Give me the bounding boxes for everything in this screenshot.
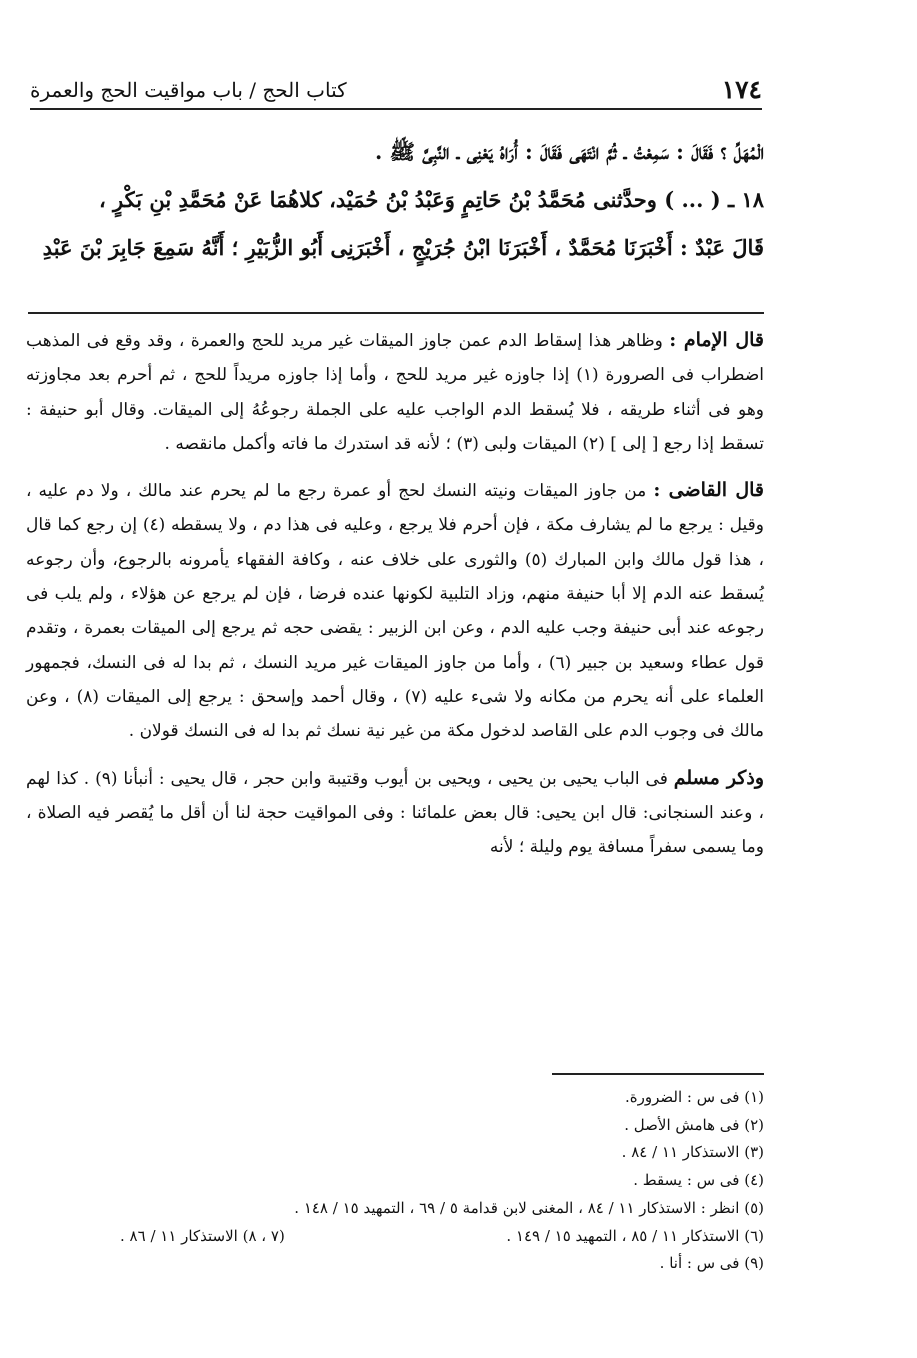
paragraph-lead: قال القاضى : (653, 479, 765, 502)
footnote: (٧ ، ٨) الاستذكار ١١ / ٨٦ . (120, 1226, 285, 1245)
footnote: (٩) فى س : أنا . (659, 1254, 764, 1273)
commentary-paragraph (26, 473, 764, 748)
footnote-row (120, 1223, 764, 1251)
footnote: (٤) فى س : يسقط . (633, 1171, 764, 1190)
footnote: (١) فى س : الضرورة. (624, 1088, 764, 1106)
section-divider (28, 312, 764, 314)
paragraph-text: من جاوز الميقات ونيته النسك لحج أو عمرة رجع ما لم يحرم عند مالك ، ولا دم عليه ، وقيل : يرجع ما لم يشارف مكة ، فإن أحرم فلا يرجع ، وعليه فى هذا دم ، ولا يسقطه (٤) إن رجع كما قال ، هذا قول مالك وابن المبارك (٥) والثورى على خلاف عنه ، وكافة الفقهاء يأمرونه بالرجوع، وأن رجوعه يُسقط عنه الدم إلا أبا حنيفة منهم، وزاد التلبية لكونها عنده فرضا ، فإن لم يرجع عن هؤلاء ، ولم يلب فى رجوعه عند أبى حنيفة وجب عليه الدم ، وعن ابن الزبير : يقضى حجه ثم يرجع إلى الميقات بعمرة ، وتقدم قول عطاء وسعيد بن جبير (٦) ، وأما من جاوز الميقات غير مريد النسك ، ثم بدا له فى النسك، فجمهور العلماء على أنه يحرم من مكانه ولا شىء عليه (٧) ، وقال أحمد وإسحق : يرجع إلى الميقات (٨) ، وعن مالك فى وجوب الدم على القاصد لدخول مكة من غير نية نسك ثم بدا له فى النسك قولان . (26, 481, 764, 742)
page-number: ١٧٤ (721, 75, 762, 104)
hadith-line: قَالَ عَبْدٌ : أَخْبَرَنَا مُحَمَّدٌ ، أَخْبَرَنَا ابْنُ جُرَيْجٍ ، أَخْبَرَنِى أَبُو الزُّبَيْرِ ؛ أَنَّهُ سَمِعَ جَابِرَ بْنَ عَبْدِ (42, 235, 764, 260)
paragraph-text: وظاهر هذا إسقاط الدم عمن جاوز الميقات غير مريد للحج والعمرة ، وقد وقع فى المذهب اضطراب فى الصرورة (١) إذا جاوزه غير مريد للحج ، وأما إذا جاوزه مريداً للحج ، ثم أحرم بعد مجاوزته وهو فى أثناء طريقه ، فلا يُسقط الدم الواجب عليه على الجملة رجوعُهُ إلى الميقات. وقال أبو حنيفة : تسقط إذا رجع [ إلى ] (٢) الميقات ولبى (٣) ؛ لأنه قد استدرك ما فاته وأكمل مانقصه . (26, 331, 764, 454)
footnote: (٣) الاستذكار ١١ / ٨٤ . (621, 1143, 764, 1162)
commentary-paragraph (26, 761, 764, 865)
paragraph-lead: وذكر مسلم (673, 766, 764, 789)
commentary-paragraph (26, 323, 764, 461)
paragraph-text: فى الباب يحيى بن يحيى ، ويحيى بن أيوب وقتيبة وابن حجر ، قال يحيى : أنبأنا (٩) . كذا لهم ، وعند السنجانى: قال ابن يحيى: قال بعض علمائنا : وفى المواقيت حجة لنا أن أقل ما يُقصر فيه الصلاة ، وما يسمى سفراً مسافة يوم وليلة ؛ لأنه (26, 768, 764, 858)
page-header (30, 62, 762, 110)
running-title: كتاب الحج / باب مواقيت الحج والعمرة (30, 78, 347, 102)
hadith-line: الْمُهَلِّ ؟ فَقَالَ : سَمِعْتُ ـ ثُمَّ انْتَهَى فَقَالَ : أُرَاهُ يَعْنِى ـ النَّبِىَّ ﷺ . (374, 139, 764, 164)
footnote: (٥) انظر : الاستذكار ١١ / ٨٤ ، المغنى لابن قدامة ٥ / ٦٩ ، التمهيد ١٥ / ١٤٨ . (294, 1198, 764, 1217)
hadith-text (28, 128, 764, 272)
footnote: (٦) الاستذكار ١١ / ٨٥ ، التمهيد ١٥ / ١٤٩ . (506, 1226, 764, 1245)
footnote-divider (552, 1073, 764, 1075)
footnotes (120, 1084, 764, 1278)
hadith-line: ١٨ ـ ( ... ) وحدَّثنى مُحَمَّدُ بْنُ حَاتِمٍ وَعَبْدُ بْنُ حُمَيْد، كلاهُمَا عَنْ مُحَمَّدِ بْنِ بَكْرٍ ، (98, 187, 764, 212)
paragraph-lead: قال الإمام : (669, 329, 764, 351)
commentary (26, 323, 764, 876)
footnote: (٢) فى هامش الأصل . (624, 1115, 764, 1134)
